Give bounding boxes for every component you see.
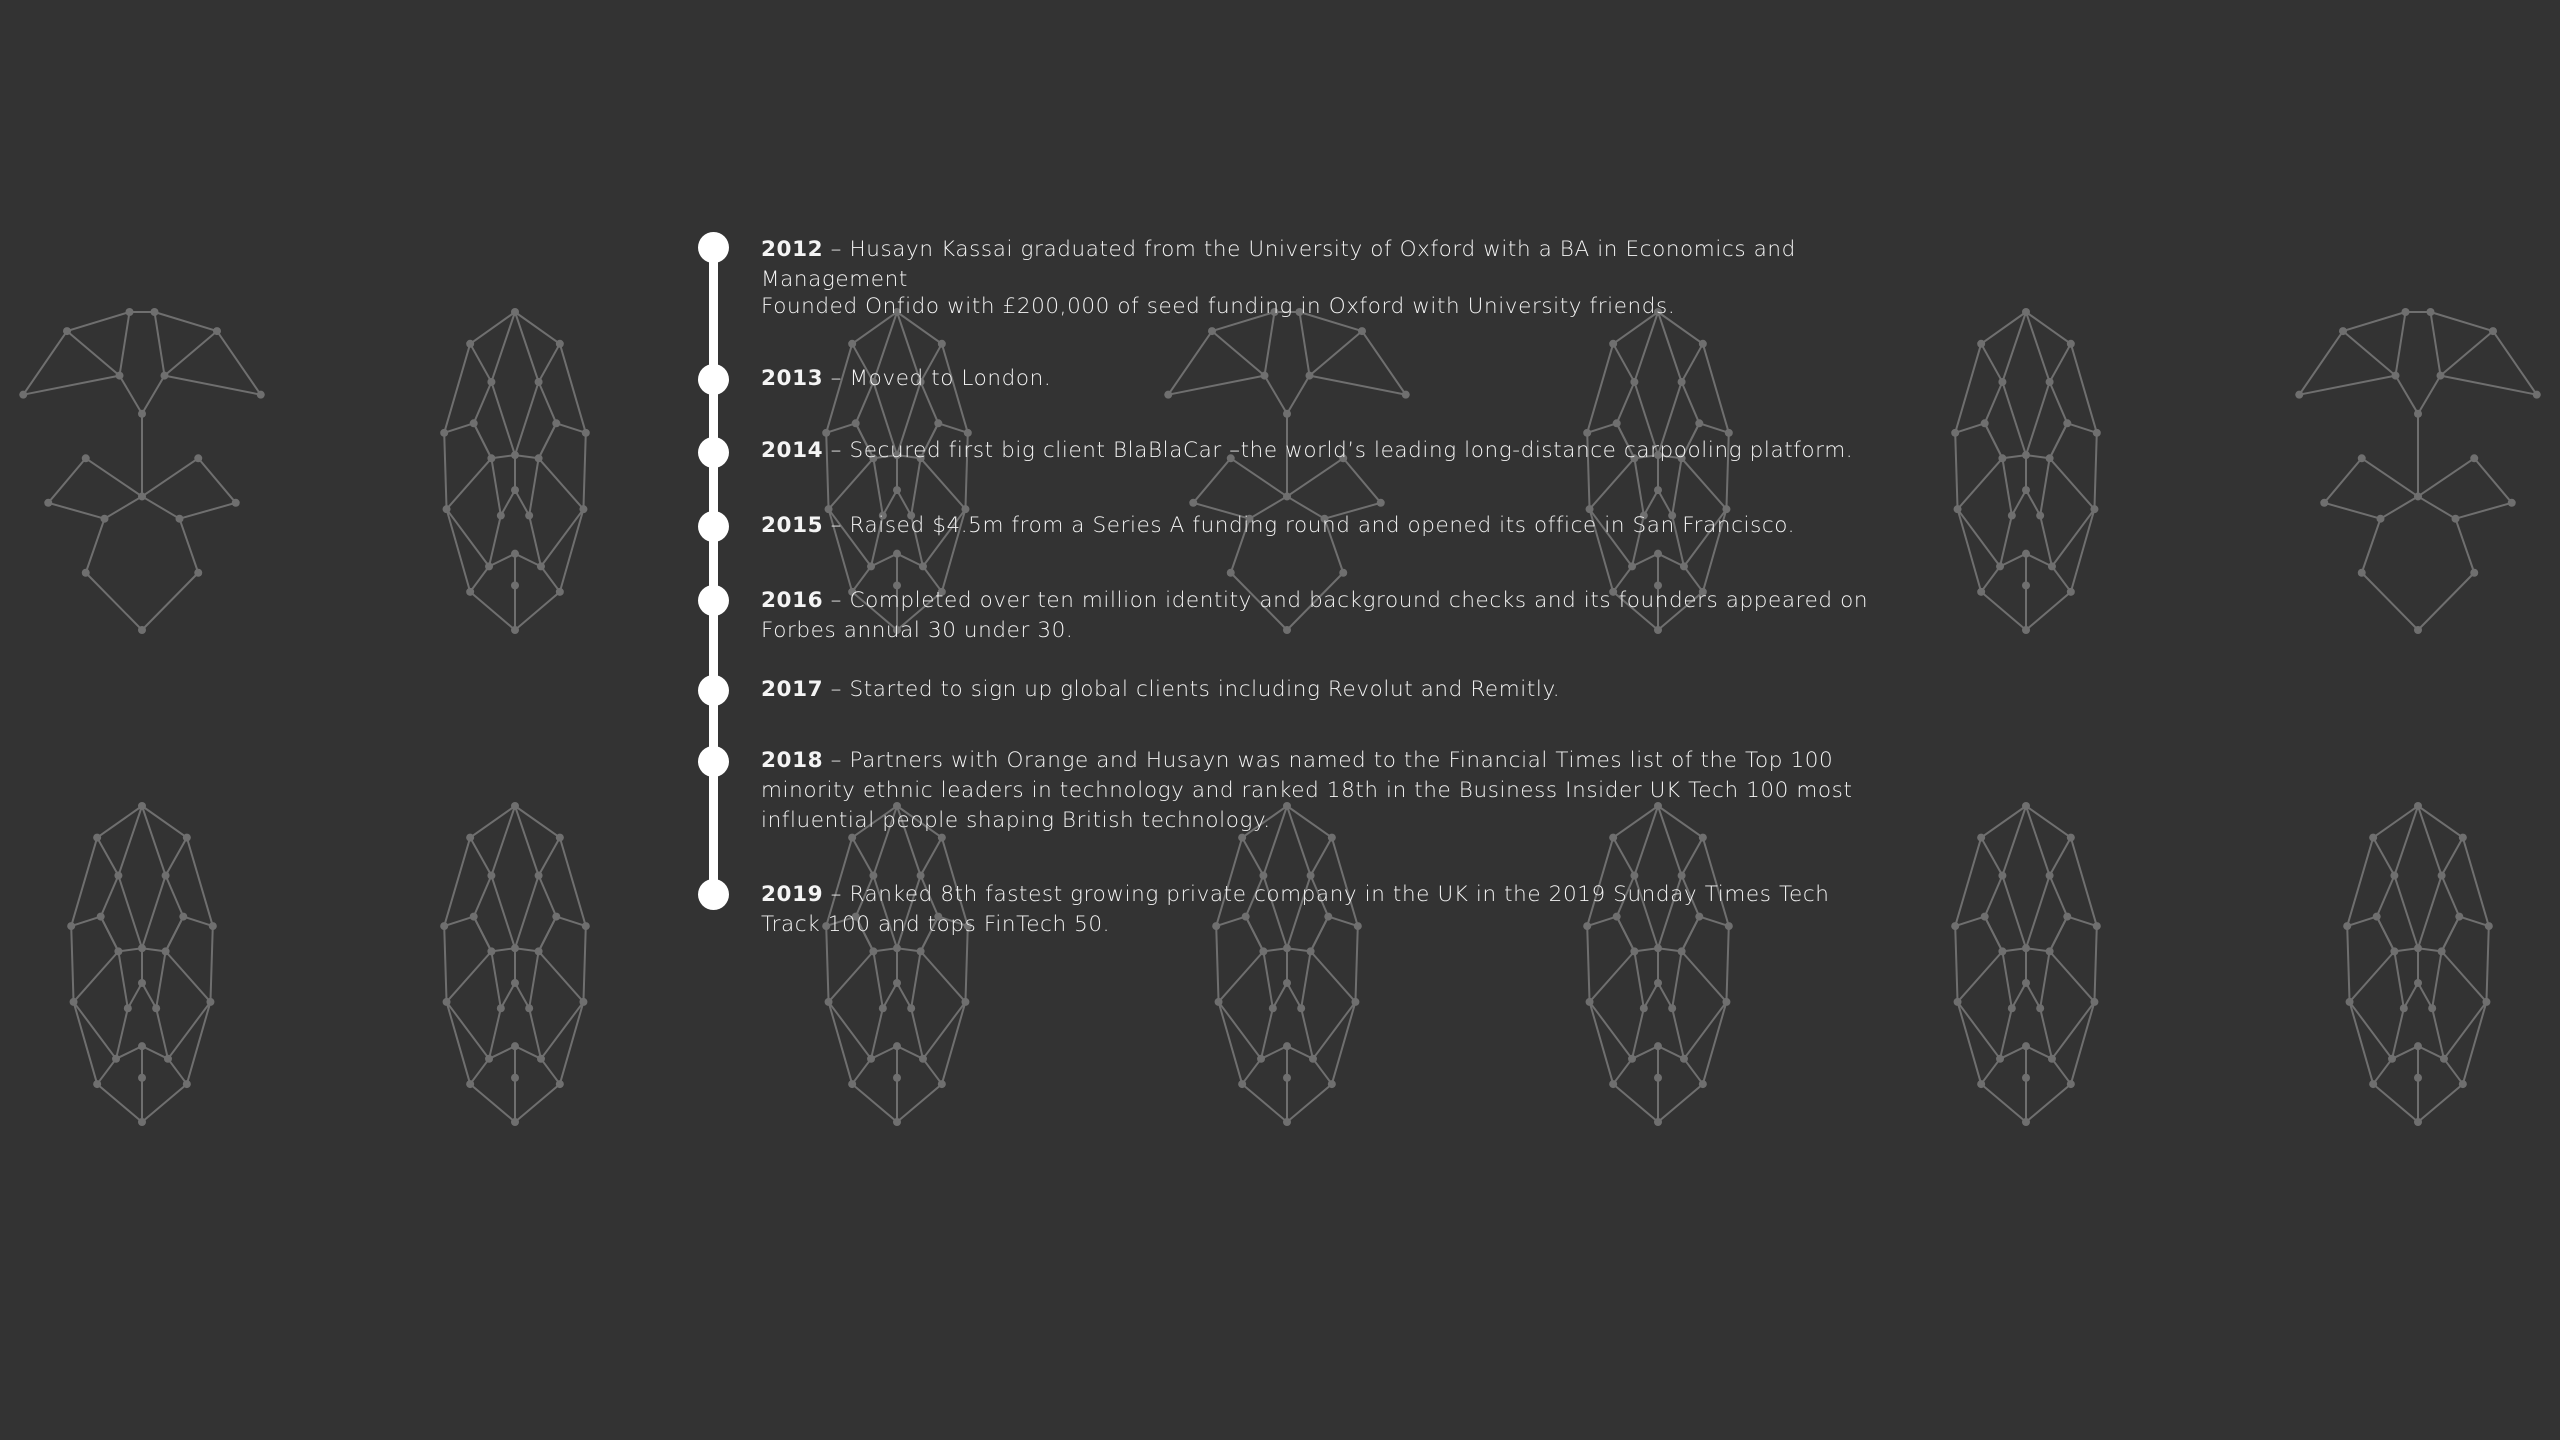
timeline-entry-2014 xyxy=(761,436,1891,466)
timeline-dot-2015 xyxy=(698,511,729,542)
timeline-entry-2012 xyxy=(761,235,1891,295)
timeline-dot-2014 xyxy=(698,437,729,468)
timeline-year: 2013 xyxy=(761,366,824,391)
timeline-description: Founded Onfido with £200,000 of seed funding in Oxford with University friends. xyxy=(761,294,1676,319)
timeline-description: – Ranked 8th fastest growing private company in the UK in the 2019 Sunday Times Tech Track 100 and tops FinTech 50. xyxy=(761,882,1830,937)
timeline-description: – Husayn Kassai graduated from the University of Oxford with a BA in Economics and Management xyxy=(761,237,1796,292)
timeline-entry-2018 xyxy=(761,746,1891,836)
timeline-description: – Completed over ten million identity and background checks and its founders appeared on Forbes annual 30 under 30. xyxy=(761,588,1869,643)
timeline-entry-2013 xyxy=(761,364,1891,394)
timeline-year: 2018 xyxy=(761,748,824,773)
timeline-year: 2019 xyxy=(761,882,824,907)
timeline-year: 2015 xyxy=(761,513,824,538)
timeline-year: 2017 xyxy=(761,677,824,702)
timeline-year: 2016 xyxy=(761,588,824,613)
timeline-dot-2019 xyxy=(698,879,729,910)
timeline-description: – Moved to London. xyxy=(823,366,1052,391)
timeline-entry-2017 xyxy=(761,675,1891,705)
timeline-dot-2018 xyxy=(698,746,729,777)
timeline-entry-2016 xyxy=(761,586,1891,646)
timeline-dot-2016 xyxy=(698,585,729,616)
timeline-description: – Partners with Orange and Husayn was named to the Financial Times list of the Top 100 minority ethnic leaders in technology and ranked 18th in the Business Insider UK Tech 100 most influential people shaping British technology. xyxy=(761,748,1853,833)
timeline-description: – Started to sign up global clients including Revolut and Remitly. xyxy=(823,677,1561,702)
timeline-entry-2015 xyxy=(761,511,1891,541)
timeline-year: 2012 xyxy=(761,237,824,262)
timeline-year: 2014 xyxy=(761,438,824,463)
timeline-line xyxy=(709,246,718,896)
timeline-description: – Raised $4.5m from a Series A funding round and opened its office in San Francisco. xyxy=(823,513,1796,538)
timeline-dot-2013 xyxy=(698,364,729,395)
timeline-entry-founded xyxy=(761,292,1891,322)
timeline-dot-2017 xyxy=(698,675,729,706)
timeline-entry-2019 xyxy=(761,880,1891,940)
timeline-dot-2012 xyxy=(698,232,729,263)
timeline-description: – Secured first big client BlaBlaCar –the world’s leading long-distance carpooling platform. xyxy=(823,438,1854,463)
